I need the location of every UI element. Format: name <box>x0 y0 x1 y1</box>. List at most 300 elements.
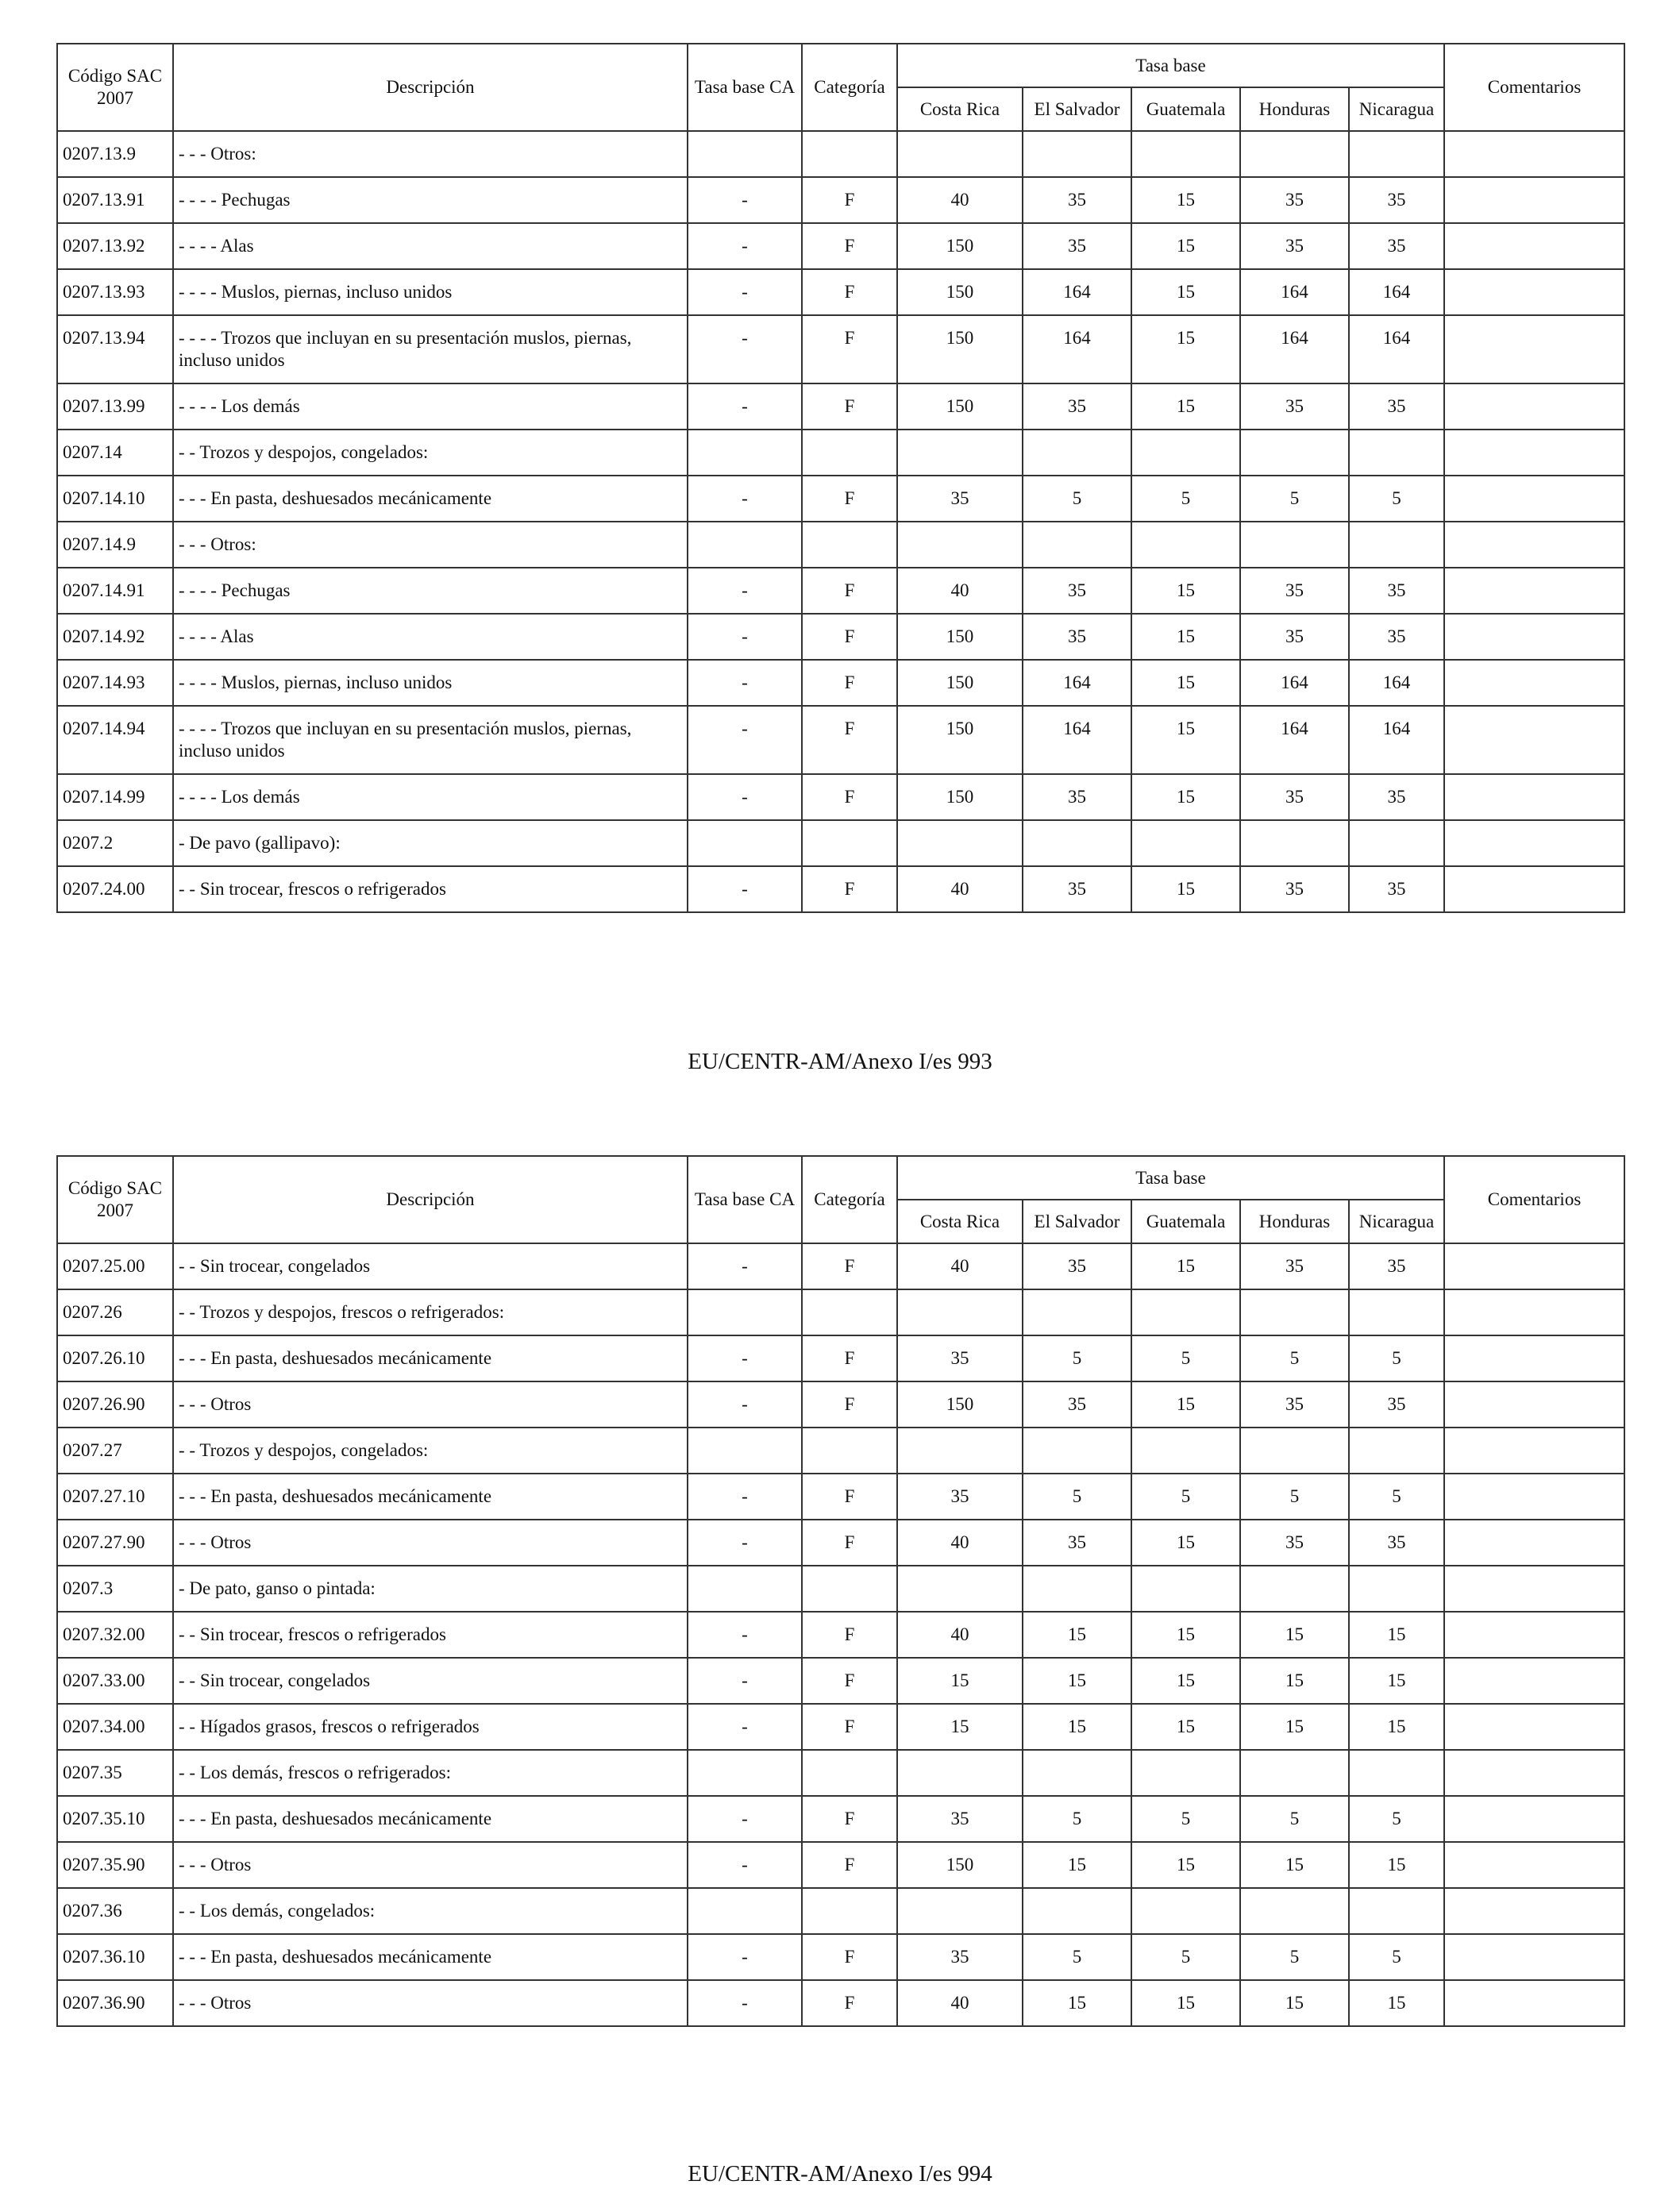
categoria-cell: F <box>802 1381 897 1428</box>
categoria-cell: F <box>802 774 897 820</box>
code-cell: 0207.35 <box>57 1750 173 1796</box>
costa-rica-cell: 15 <box>897 1704 1023 1750</box>
comentarios-cell <box>1444 315 1624 383</box>
comentarios-cell <box>1444 614 1624 660</box>
code-cell: 0207.26.10 <box>57 1335 173 1381</box>
categoria-cell: F <box>802 1612 897 1658</box>
description-cell: - - - - Pechugas <box>173 568 688 614</box>
description-cell: - - Los demás, frescos o refrigerados: <box>173 1750 688 1796</box>
table-body-page-2 <box>57 1243 1624 2026</box>
tasa-base-ca-cell: - <box>688 1520 802 1566</box>
code-cell: 0207.36.10 <box>57 1934 173 1980</box>
guatemala-cell: 5 <box>1131 476 1240 522</box>
table-row <box>57 1980 1624 2026</box>
table-row <box>57 1520 1624 1566</box>
guatemala-cell: 15 <box>1131 1704 1240 1750</box>
categoria-cell <box>802 522 897 568</box>
honduras-cell: 164 <box>1240 269 1349 315</box>
costa-rica-cell: 40 <box>897 1243 1023 1289</box>
nicaragua-cell: 164 <box>1349 269 1444 315</box>
nicaragua-cell: 35 <box>1349 614 1444 660</box>
guatemala-cell <box>1131 820 1240 866</box>
costa-rica-cell: 40 <box>897 568 1023 614</box>
honduras-cell: 35 <box>1240 1243 1349 1289</box>
el-salvador-cell: 15 <box>1023 1842 1131 1888</box>
description-cell: - - - Otros: <box>173 131 688 177</box>
comentarios-cell <box>1444 1289 1624 1335</box>
description-cell: - - - En pasta, deshuesados mecánicamente <box>173 1796 688 1842</box>
el-salvador-cell: 164 <box>1023 706 1131 774</box>
guatemala-cell <box>1131 522 1240 568</box>
code-cell: 0207.24.00 <box>57 866 173 912</box>
tasa-base-ca-cell: - <box>688 660 802 706</box>
description-cell: - - - En pasta, deshuesados mecánicamente <box>173 1474 688 1520</box>
costa-rica-cell: 150 <box>897 269 1023 315</box>
tasa-base-ca-cell <box>688 131 802 177</box>
guatemala-cell: 15 <box>1131 269 1240 315</box>
comentarios-cell <box>1444 774 1624 820</box>
nicaragua-cell: 35 <box>1349 568 1444 614</box>
table-row <box>57 131 1624 177</box>
honduras-cell: 164 <box>1240 315 1349 383</box>
tasa-base-ca-cell: - <box>688 1934 802 1980</box>
description-cell: - De pato, ganso o pintada: <box>173 1566 688 1612</box>
tasa-base-ca-cell: - <box>688 1381 802 1428</box>
code-cell: 0207.26.90 <box>57 1381 173 1428</box>
guatemala-cell <box>1131 1566 1240 1612</box>
comentarios-cell <box>1444 660 1624 706</box>
header-comentarios: Comentarios <box>1444 44 1624 131</box>
guatemala-cell <box>1131 1750 1240 1796</box>
table-row <box>57 660 1624 706</box>
guatemala-cell: 5 <box>1131 1474 1240 1520</box>
guatemala-cell: 15 <box>1131 568 1240 614</box>
tasa-base-ca-cell: - <box>688 1474 802 1520</box>
categoria-cell <box>802 1289 897 1335</box>
code-cell: 0207.13.92 <box>57 223 173 269</box>
el-salvador-cell: 15 <box>1023 1980 1131 2026</box>
guatemala-cell <box>1131 1428 1240 1474</box>
categoria-cell: F <box>802 1658 897 1704</box>
code-cell: 0207.36.90 <box>57 1980 173 2026</box>
description-cell: - - - - Trozos que incluyan en su presentación muslos, piernas, incluso unidos <box>173 315 688 383</box>
el-salvador-cell: 5 <box>1023 476 1131 522</box>
nicaragua-cell <box>1349 1750 1444 1796</box>
costa-rica-cell: 150 <box>897 660 1023 706</box>
categoria-cell <box>802 1566 897 1612</box>
header-codigo: Código SAC 2007 <box>57 1156 173 1243</box>
guatemala-cell <box>1131 1888 1240 1934</box>
description-cell: - De pavo (gallipavo): <box>173 820 688 866</box>
costa-rica-cell <box>897 131 1023 177</box>
comentarios-cell <box>1444 177 1624 223</box>
code-cell: 0207.2 <box>57 820 173 866</box>
guatemala-cell: 15 <box>1131 177 1240 223</box>
categoria-cell: F <box>802 1474 897 1520</box>
tariff-table-page-2 <box>56 1155 1625 2027</box>
description-cell: - - Sin trocear, congelados <box>173 1243 688 1289</box>
code-cell: 0207.33.00 <box>57 1658 173 1704</box>
table-row <box>57 820 1624 866</box>
table-row <box>57 1888 1624 1934</box>
comentarios-cell <box>1444 430 1624 476</box>
header-costa-rica: Costa Rica <box>897 1200 1023 1243</box>
costa-rica-cell: 150 <box>897 1842 1023 1888</box>
el-salvador-cell <box>1023 522 1131 568</box>
categoria-cell: F <box>802 614 897 660</box>
tasa-base-ca-cell: - <box>688 1335 802 1381</box>
honduras-cell <box>1240 1289 1349 1335</box>
honduras-cell: 15 <box>1240 1612 1349 1658</box>
table-row <box>57 1566 1624 1612</box>
header-tasa-base-ca: Tasa base CA <box>688 1156 802 1243</box>
table-row <box>57 1243 1624 1289</box>
guatemala-cell: 15 <box>1131 383 1240 430</box>
comentarios-cell <box>1444 1381 1624 1428</box>
description-cell: - - - Otros <box>173 1381 688 1428</box>
comentarios-cell <box>1444 820 1624 866</box>
guatemala-cell: 15 <box>1131 1980 1240 2026</box>
description-cell: - - - - Pechugas <box>173 177 688 223</box>
honduras-cell: 164 <box>1240 706 1349 774</box>
tasa-base-ca-cell: - <box>688 866 802 912</box>
code-cell: 0207.27.90 <box>57 1520 173 1566</box>
honduras-cell: 35 <box>1240 866 1349 912</box>
nicaragua-cell: 5 <box>1349 476 1444 522</box>
el-salvador-cell: 164 <box>1023 660 1131 706</box>
nicaragua-cell <box>1349 522 1444 568</box>
honduras-cell <box>1240 430 1349 476</box>
nicaragua-cell <box>1349 820 1444 866</box>
comentarios-cell <box>1444 1520 1624 1566</box>
code-cell: 0207.13.93 <box>57 269 173 315</box>
nicaragua-cell: 35 <box>1349 177 1444 223</box>
header-el-salvador: El Salvador <box>1023 1200 1131 1243</box>
tasa-base-ca-cell <box>688 1428 802 1474</box>
el-salvador-cell: 164 <box>1023 315 1131 383</box>
nicaragua-cell <box>1349 1289 1444 1335</box>
el-salvador-cell <box>1023 1289 1131 1335</box>
description-cell: - - - En pasta, deshuesados mecánicamente <box>173 1335 688 1381</box>
code-cell: 0207.36 <box>57 1888 173 1934</box>
nicaragua-cell <box>1349 430 1444 476</box>
description-cell: - - Trozos y despojos, congelados: <box>173 430 688 476</box>
code-cell: 0207.27.10 <box>57 1474 173 1520</box>
code-cell: 0207.35.90 <box>57 1842 173 1888</box>
guatemala-cell: 15 <box>1131 1658 1240 1704</box>
honduras-cell: 35 <box>1240 177 1349 223</box>
header-nicaragua: Nicaragua <box>1349 87 1444 131</box>
comentarios-cell <box>1444 1658 1624 1704</box>
categoria-cell: F <box>802 706 897 774</box>
el-salvador-cell: 164 <box>1023 269 1131 315</box>
code-cell: 0207.25.00 <box>57 1243 173 1289</box>
costa-rica-cell <box>897 1888 1023 1934</box>
table-row <box>57 315 1624 383</box>
table-row <box>57 522 1624 568</box>
el-salvador-cell: 35 <box>1023 383 1131 430</box>
nicaragua-cell: 15 <box>1349 1658 1444 1704</box>
el-salvador-cell: 15 <box>1023 1704 1131 1750</box>
guatemala-cell: 5 <box>1131 1335 1240 1381</box>
honduras-cell <box>1240 1428 1349 1474</box>
guatemala-cell <box>1131 131 1240 177</box>
comentarios-cell <box>1444 1612 1624 1658</box>
costa-rica-cell <box>897 430 1023 476</box>
header-categoria: Categoría <box>802 44 897 131</box>
description-cell: - - - - Muslos, piernas, incluso unidos <box>173 269 688 315</box>
categoria-cell: F <box>802 1796 897 1842</box>
page-footer-994: EU/CENTR-AM/Anexo I/es 994 <box>688 2161 992 2187</box>
comentarios-cell <box>1444 1428 1624 1474</box>
nicaragua-cell: 35 <box>1349 774 1444 820</box>
categoria-cell <box>802 430 897 476</box>
costa-rica-cell: 15 <box>897 1658 1023 1704</box>
code-cell: 0207.13.94 <box>57 315 173 383</box>
table-row <box>57 1658 1624 1704</box>
table-row <box>57 223 1624 269</box>
tasa-base-ca-cell <box>688 1888 802 1934</box>
costa-rica-cell: 150 <box>897 315 1023 383</box>
honduras-cell: 164 <box>1240 660 1349 706</box>
el-salvador-cell: 5 <box>1023 1934 1131 1980</box>
el-salvador-cell: 35 <box>1023 223 1131 269</box>
tasa-base-ca-cell: - <box>688 315 802 383</box>
table-row <box>57 1474 1624 1520</box>
costa-rica-cell <box>897 820 1023 866</box>
honduras-cell: 15 <box>1240 1842 1349 1888</box>
categoria-cell: F <box>802 476 897 522</box>
comentarios-cell <box>1444 131 1624 177</box>
code-cell: 0207.14 <box>57 430 173 476</box>
description-cell: - - - - Muslos, piernas, incluso unidos <box>173 660 688 706</box>
honduras-cell: 15 <box>1240 1658 1349 1704</box>
description-cell: - - Los demás, congelados: <box>173 1888 688 1934</box>
honduras-cell <box>1240 1888 1349 1934</box>
tasa-base-ca-cell <box>688 1289 802 1335</box>
el-salvador-cell <box>1023 1428 1131 1474</box>
tasa-base-ca-cell: - <box>688 568 802 614</box>
honduras-cell <box>1240 522 1349 568</box>
tasa-base-ca-cell: - <box>688 1243 802 1289</box>
honduras-cell: 35 <box>1240 774 1349 820</box>
description-cell: - - Sin trocear, frescos o refrigerados <box>173 1612 688 1658</box>
el-salvador-cell: 35 <box>1023 614 1131 660</box>
table-row <box>57 383 1624 430</box>
el-salvador-cell: 35 <box>1023 866 1131 912</box>
comentarios-cell <box>1444 269 1624 315</box>
table-row <box>57 476 1624 522</box>
tasa-base-ca-cell: - <box>688 1842 802 1888</box>
description-cell: - - - Otros: <box>173 522 688 568</box>
tasa-base-ca-cell: - <box>688 269 802 315</box>
code-cell: 0207.26 <box>57 1289 173 1335</box>
description-cell: - - - - Los demás <box>173 774 688 820</box>
categoria-cell: F <box>802 315 897 383</box>
tasa-base-ca-cell <box>688 522 802 568</box>
description-cell: - - - - Trozos que incluyan en su presentación muslos, piernas, incluso unidos <box>173 706 688 774</box>
costa-rica-cell <box>897 1566 1023 1612</box>
costa-rica-cell <box>897 1428 1023 1474</box>
comentarios-cell <box>1444 1566 1624 1612</box>
tasa-base-ca-cell: - <box>688 1612 802 1658</box>
nicaragua-cell: 5 <box>1349 1796 1444 1842</box>
costa-rica-cell: 40 <box>897 1520 1023 1566</box>
nicaragua-cell: 35 <box>1349 866 1444 912</box>
guatemala-cell: 15 <box>1131 223 1240 269</box>
el-salvador-cell: 35 <box>1023 774 1131 820</box>
guatemala-cell: 15 <box>1131 1381 1240 1428</box>
honduras-cell: 35 <box>1240 614 1349 660</box>
honduras-cell: 15 <box>1240 1980 1349 2026</box>
tasa-base-ca-cell <box>688 820 802 866</box>
comentarios-cell <box>1444 1474 1624 1520</box>
description-cell: - - Sin trocear, congelados <box>173 1658 688 1704</box>
table-row <box>57 430 1624 476</box>
costa-rica-cell: 40 <box>897 177 1023 223</box>
honduras-cell: 35 <box>1240 568 1349 614</box>
table-row <box>57 1381 1624 1428</box>
nicaragua-cell: 35 <box>1349 383 1444 430</box>
code-cell: 0207.32.00 <box>57 1612 173 1658</box>
categoria-cell: F <box>802 1704 897 1750</box>
description-cell: - - Sin trocear, frescos o refrigerados <box>173 866 688 912</box>
honduras-cell: 15 <box>1240 1704 1349 1750</box>
honduras-cell: 5 <box>1240 1335 1349 1381</box>
el-salvador-cell <box>1023 1888 1131 1934</box>
honduras-cell: 35 <box>1240 1381 1349 1428</box>
nicaragua-cell: 35 <box>1349 1520 1444 1566</box>
header-guatemala: Guatemala <box>1131 87 1240 131</box>
el-salvador-cell: 35 <box>1023 1243 1131 1289</box>
comentarios-cell <box>1444 1243 1624 1289</box>
guatemala-cell: 15 <box>1131 1842 1240 1888</box>
tasa-base-ca-cell: - <box>688 774 802 820</box>
nicaragua-cell: 35 <box>1349 1243 1444 1289</box>
table-row <box>57 1704 1624 1750</box>
nicaragua-cell: 164 <box>1349 706 1444 774</box>
table-row <box>57 1612 1624 1658</box>
el-salvador-cell: 35 <box>1023 1381 1131 1428</box>
header-tasa-base: Tasa base <box>897 44 1444 87</box>
comentarios-cell <box>1444 383 1624 430</box>
header-guatemala: Guatemala <box>1131 1200 1240 1243</box>
costa-rica-cell: 40 <box>897 1612 1023 1658</box>
table-row <box>57 1842 1624 1888</box>
el-salvador-cell: 35 <box>1023 568 1131 614</box>
guatemala-cell: 15 <box>1131 706 1240 774</box>
guatemala-cell: 15 <box>1131 614 1240 660</box>
description-cell: - - - En pasta, deshuesados mecánicamente <box>173 1934 688 1980</box>
categoria-cell: F <box>802 1243 897 1289</box>
comentarios-cell <box>1444 1335 1624 1381</box>
code-cell: 0207.13.9 <box>57 131 173 177</box>
categoria-cell: F <box>802 269 897 315</box>
nicaragua-cell <box>1349 1566 1444 1612</box>
header-descripcion: Descripción <box>173 44 688 131</box>
tasa-base-ca-cell: - <box>688 1658 802 1704</box>
categoria-cell: F <box>802 383 897 430</box>
description-cell: - - Trozos y despojos, frescos o refrigerados: <box>173 1289 688 1335</box>
code-cell: 0207.14.94 <box>57 706 173 774</box>
tasa-base-ca-cell: - <box>688 383 802 430</box>
categoria-cell <box>802 1888 897 1934</box>
table-row <box>57 614 1624 660</box>
costa-rica-cell: 35 <box>897 1796 1023 1842</box>
description-cell: - - - - Alas <box>173 223 688 269</box>
table-row <box>57 774 1624 820</box>
code-cell: 0207.13.99 <box>57 383 173 430</box>
categoria-cell: F <box>802 568 897 614</box>
costa-rica-cell: 150 <box>897 614 1023 660</box>
nicaragua-cell: 15 <box>1349 1842 1444 1888</box>
costa-rica-cell: 35 <box>897 1934 1023 1980</box>
comentarios-cell <box>1444 1934 1624 1980</box>
costa-rica-cell: 150 <box>897 706 1023 774</box>
el-salvador-cell <box>1023 1566 1131 1612</box>
honduras-cell: 5 <box>1240 1796 1349 1842</box>
el-salvador-cell: 5 <box>1023 1796 1131 1842</box>
comentarios-cell <box>1444 1980 1624 2026</box>
nicaragua-cell: 15 <box>1349 1704 1444 1750</box>
el-salvador-cell: 5 <box>1023 1474 1131 1520</box>
comentarios-cell <box>1444 568 1624 614</box>
costa-rica-cell: 35 <box>897 1335 1023 1381</box>
nicaragua-cell <box>1349 131 1444 177</box>
el-salvador-cell: 35 <box>1023 177 1131 223</box>
tasa-base-ca-cell: - <box>688 223 802 269</box>
header-honduras: Honduras <box>1240 87 1349 131</box>
description-cell: - - - Otros <box>173 1842 688 1888</box>
header-el-salvador: El Salvador <box>1023 87 1131 131</box>
code-cell: 0207.14.9 <box>57 522 173 568</box>
categoria-cell <box>802 820 897 866</box>
honduras-cell: 35 <box>1240 1520 1349 1566</box>
honduras-cell <box>1240 820 1349 866</box>
categoria-cell <box>802 131 897 177</box>
el-salvador-cell: 15 <box>1023 1658 1131 1704</box>
table-row <box>57 1796 1624 1842</box>
description-cell: - - - - Los demás <box>173 383 688 430</box>
description-cell: - - - Otros <box>173 1980 688 2026</box>
costa-rica-cell: 35 <box>897 476 1023 522</box>
table-row <box>57 1750 1624 1796</box>
costa-rica-cell: 150 <box>897 223 1023 269</box>
guatemala-cell: 15 <box>1131 660 1240 706</box>
tasa-base-ca-cell: - <box>688 1796 802 1842</box>
header-descripcion: Descripción <box>173 1156 688 1243</box>
comentarios-cell <box>1444 1750 1624 1796</box>
nicaragua-cell: 35 <box>1349 223 1444 269</box>
header-honduras: Honduras <box>1240 1200 1349 1243</box>
costa-rica-cell: 40 <box>897 1980 1023 2026</box>
table-row <box>57 866 1624 912</box>
guatemala-cell: 15 <box>1131 774 1240 820</box>
tasa-base-ca-cell: - <box>688 177 802 223</box>
costa-rica-cell <box>897 1750 1023 1796</box>
guatemala-cell: 15 <box>1131 1520 1240 1566</box>
categoria-cell: F <box>802 177 897 223</box>
nicaragua-cell: 164 <box>1349 660 1444 706</box>
nicaragua-cell: 35 <box>1349 1381 1444 1428</box>
description-cell: - - - - Alas <box>173 614 688 660</box>
el-salvador-cell <box>1023 820 1131 866</box>
table-row <box>57 706 1624 774</box>
categoria-cell: F <box>802 1980 897 2026</box>
nicaragua-cell: 5 <box>1349 1335 1444 1381</box>
guatemala-cell: 15 <box>1131 866 1240 912</box>
el-salvador-cell <box>1023 1750 1131 1796</box>
